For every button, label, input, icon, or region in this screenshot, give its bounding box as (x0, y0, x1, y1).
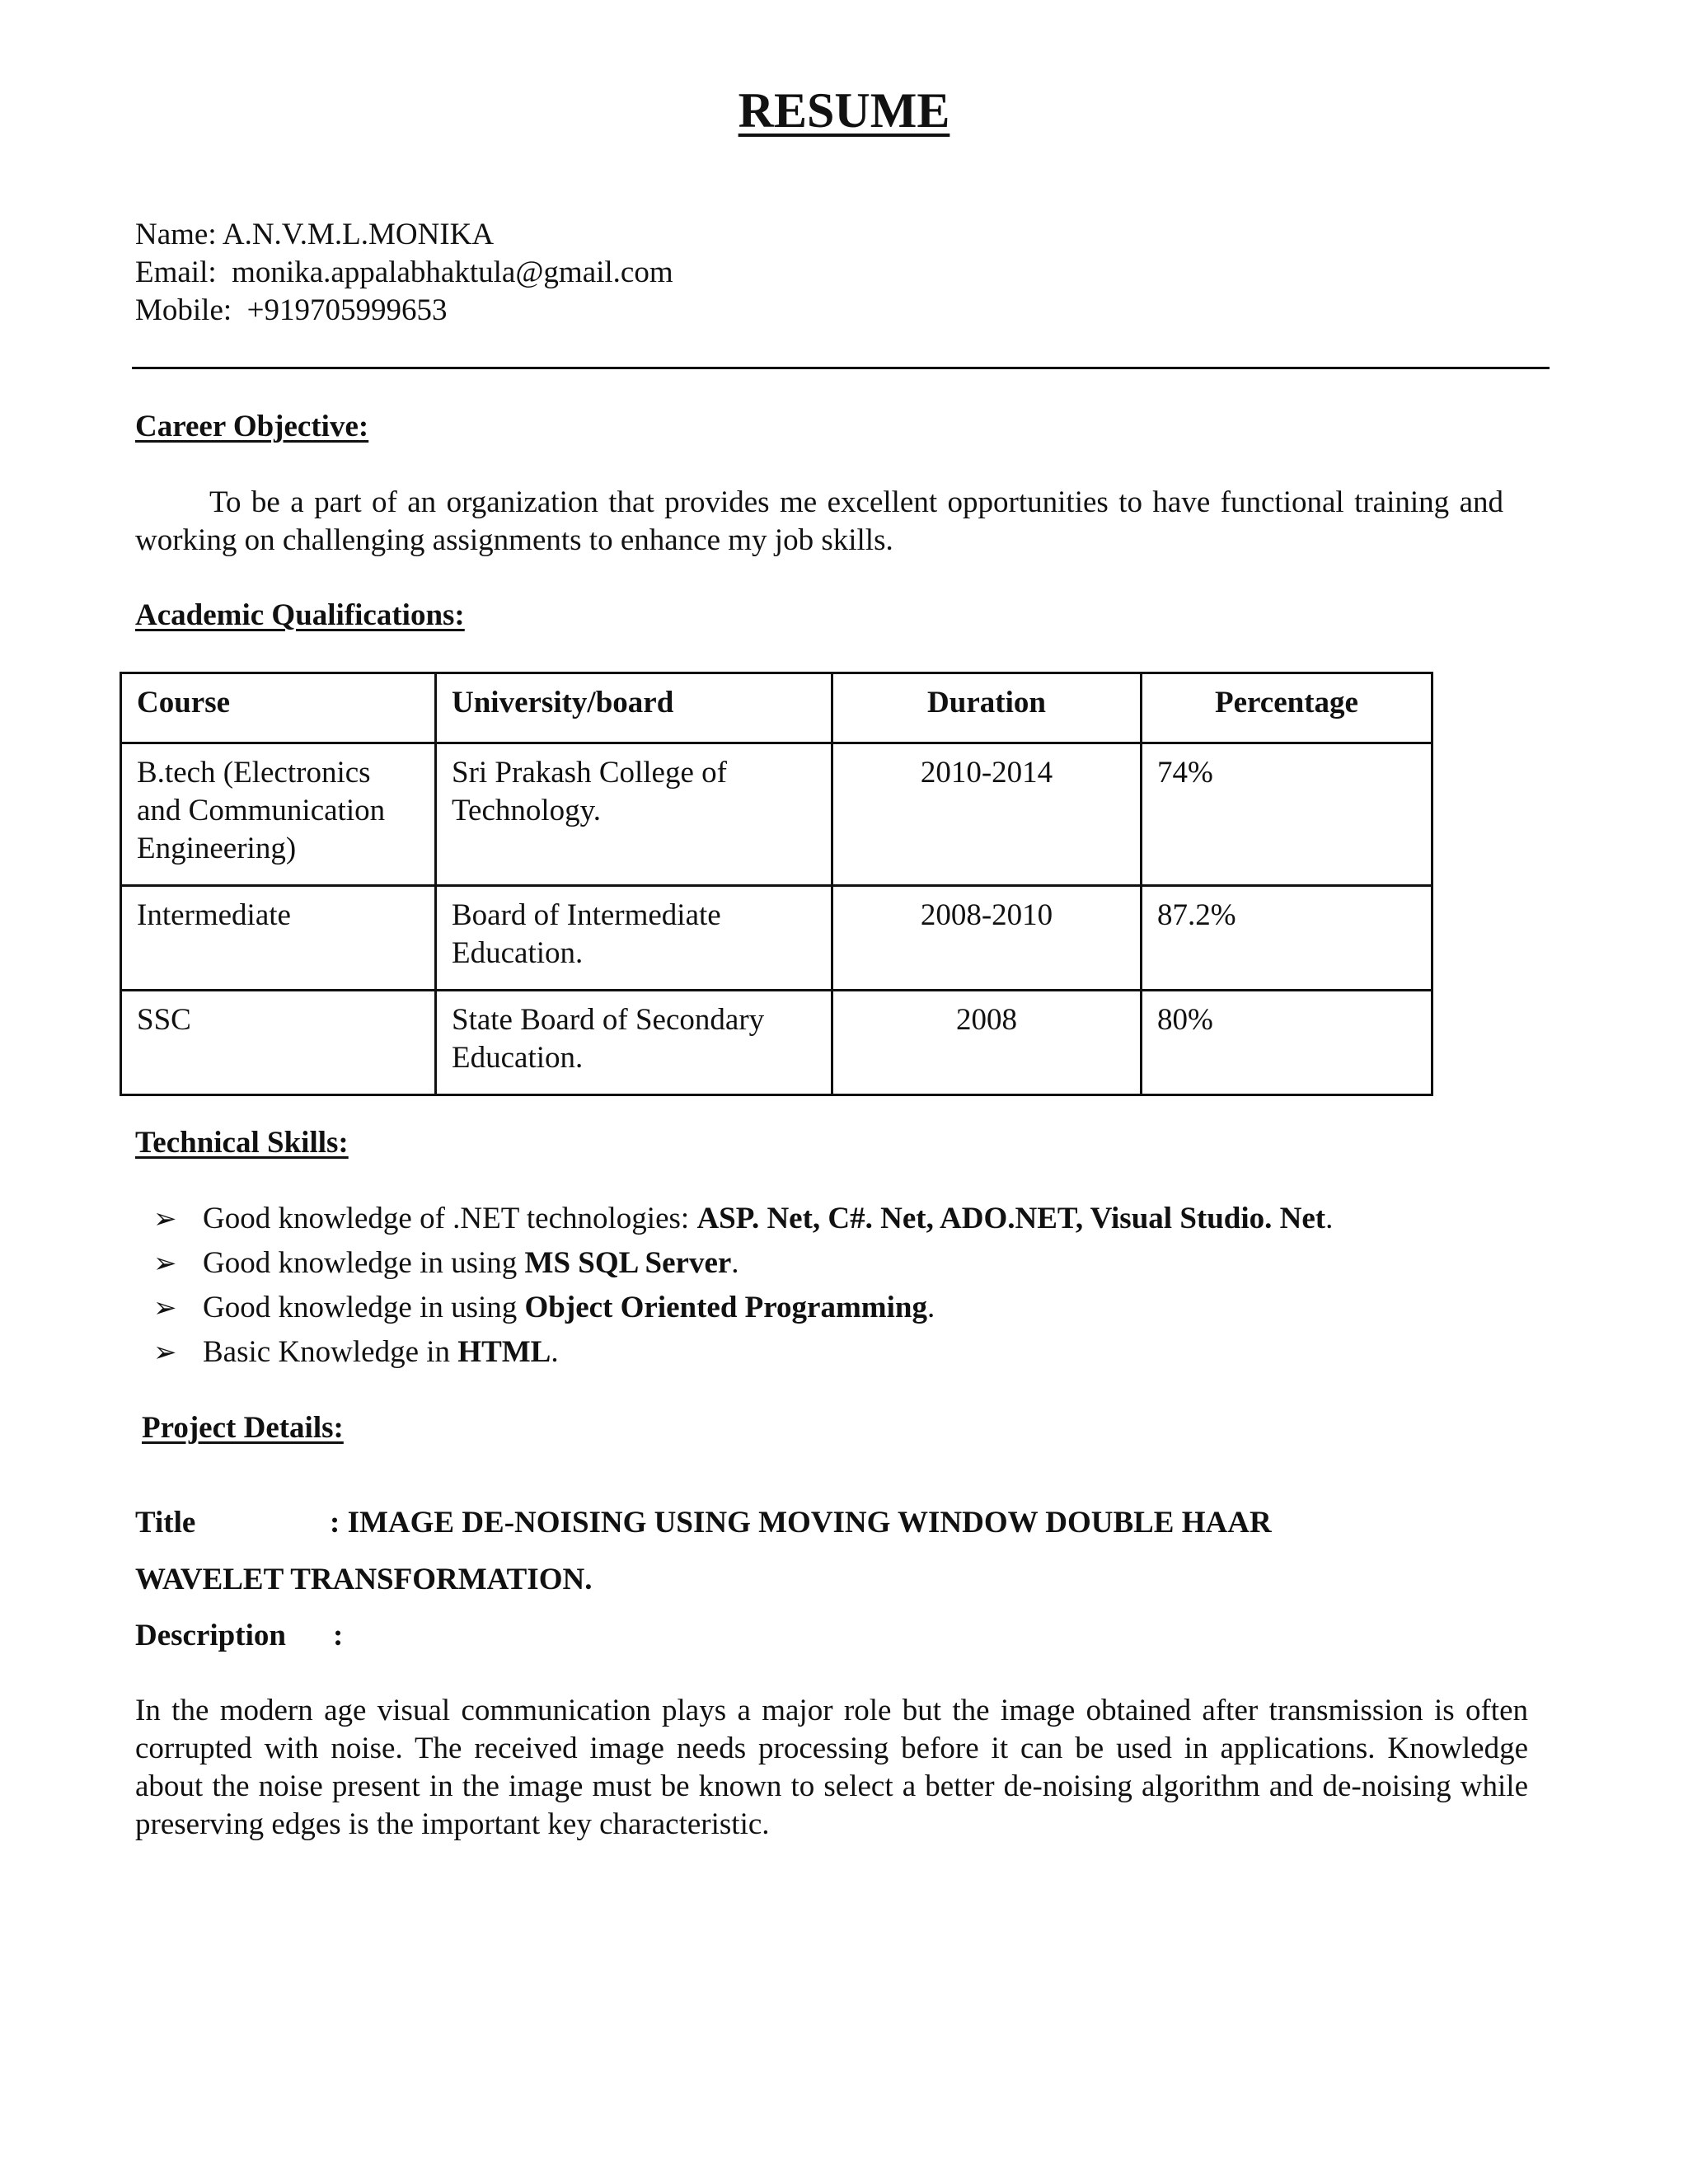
project-title-line2: WAVELET TRANSFORMATION. (135, 1563, 593, 1596)
skills-list (153, 1197, 1333, 1375)
list-item: ➢ Good knowledge in using Object Oriented Programming. (153, 1286, 1333, 1330)
table-cell: 2008 (832, 991, 1142, 1095)
table-cell: 2008-2010 (832, 886, 1142, 991)
table-row (121, 991, 1432, 1095)
project-title-line1: : IMAGE DE-NOISING USING MOVING WINDOW DOUBLE HAAR (330, 1506, 1272, 1540)
project-description-label: Description (135, 1619, 286, 1652)
mobile-value: +919705999653 (246, 293, 448, 327)
email-label: Email: (135, 255, 217, 289)
table-row (121, 743, 1432, 886)
list-item: ➢ Good knowledge in using MS SQL Server. (153, 1241, 1333, 1286)
contact-name (135, 216, 494, 254)
table-row (121, 886, 1432, 991)
table-header-row (121, 673, 1432, 743)
name-value: A.N.V.M.L.MONIKA (222, 218, 495, 251)
list-item: ➢ Good knowledge of .NET technologies: ASP. Net, C#. Net, ADO.NET, Visual Studio. Net. (153, 1197, 1333, 1241)
project-description-text: In the modern age visual communication plays a major role but the image obtained after transmission is often corrupted with noise. The received image needs processing before it can be used in applications. Knowledge about the noise present in the image must be known to select a better de-noising algorithm and de-noising while preserving edges is the important key characteristic. (135, 1694, 1528, 1841)
name-label: Name: (135, 218, 217, 251)
technical-skills-heading: Technical Skills: (135, 1126, 349, 1160)
header-divider (132, 367, 1550, 369)
table-cell: B.tech (Electronics and Communication Engineering) (121, 743, 436, 886)
table-cell: Sri Prakash College of Technology. (436, 743, 832, 886)
project-title-label: Title (135, 1506, 196, 1540)
column-header: University/board (436, 673, 832, 743)
career-objective-text: To be a part of an organization that provides me excellent opportunities to have functional training and working on challenging assignments to enhance my job skills. (135, 485, 1503, 557)
column-header: Percentage (1142, 673, 1432, 743)
project-details-heading: Project Details: (142, 1411, 344, 1445)
table-cell: SSC (121, 991, 436, 1095)
table-cell: 74% (1142, 743, 1432, 886)
arrow-bullet-icon: ➢ (153, 1202, 177, 1235)
arrow-bullet-icon: ➢ (153, 1336, 177, 1369)
contact-email (135, 254, 673, 292)
contact-mobile (135, 292, 448, 330)
table-cell: State Board of Secondary Education. (436, 991, 832, 1095)
academic-heading: Academic Qualifications: (135, 598, 465, 632)
table-cell: Intermediate (121, 886, 436, 991)
mobile-label: Mobile: (135, 293, 232, 327)
table-cell: 80% (1142, 991, 1432, 1095)
academic-table (120, 672, 1433, 1096)
project-description-colon: : (333, 1619, 344, 1652)
table-cell: 87.2% (1142, 886, 1432, 991)
table-cell: Board of Intermediate Education. (436, 886, 832, 991)
table-cell: 2010-2014 (832, 743, 1142, 886)
arrow-bullet-icon: ➢ (153, 1291, 177, 1324)
column-header: Course (121, 673, 436, 743)
arrow-bullet-icon: ➢ (153, 1247, 177, 1280)
page-title: RESUME (738, 83, 950, 138)
email-value: monika.appalabhaktula@gmail.com (232, 255, 673, 289)
column-header: Duration (832, 673, 1142, 743)
list-item: ➢ Basic Knowledge in HTML. (153, 1330, 1333, 1375)
career-objective-heading: Career Objective: (135, 410, 369, 443)
